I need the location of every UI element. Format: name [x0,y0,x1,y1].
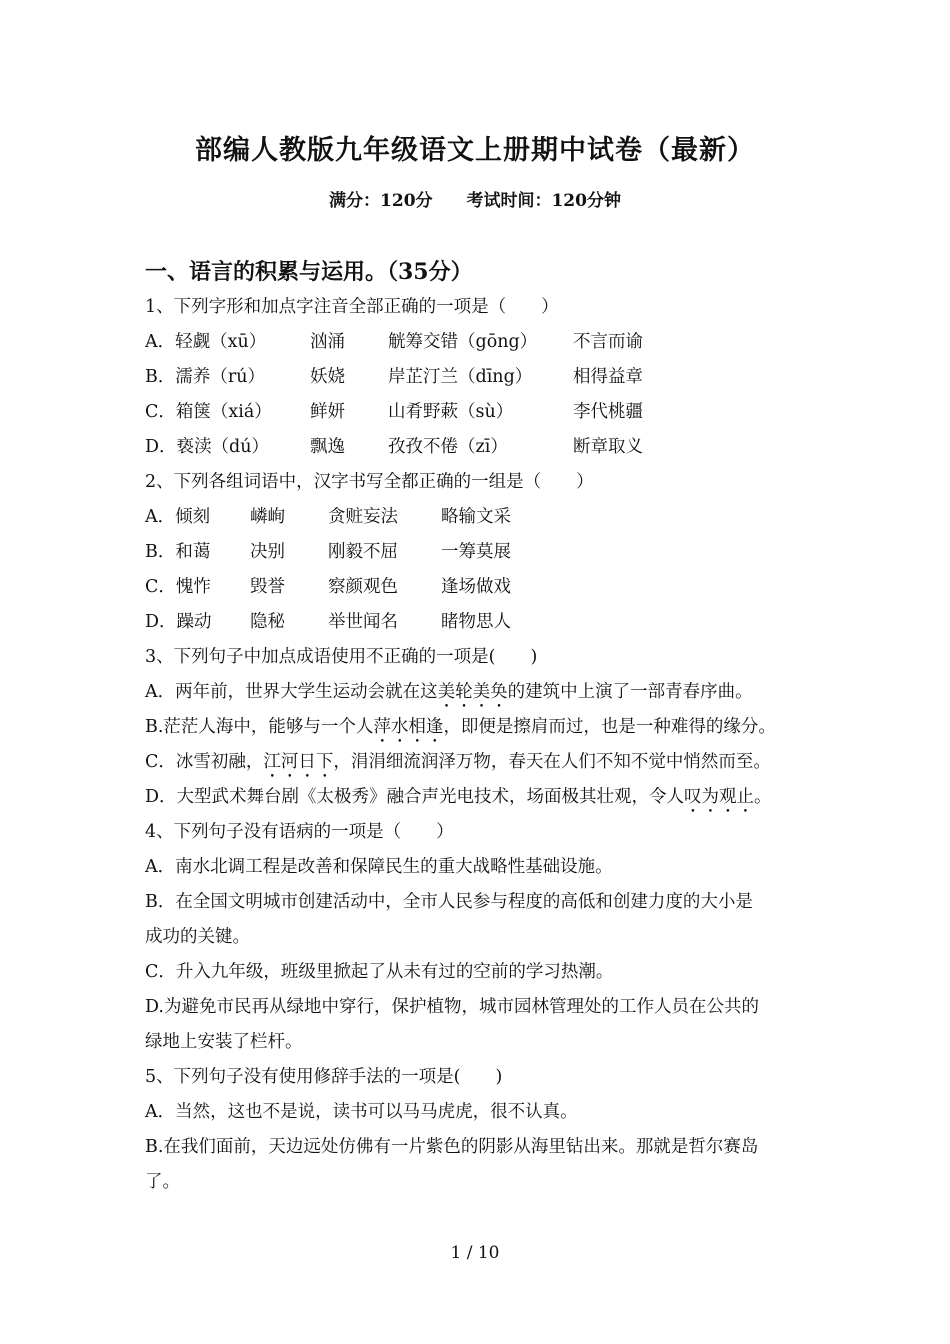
dotted-idiom: 萍水相逢 [373,717,444,737]
q2-option-d: D．躁动 隐秘 举世闻名 睹物思人 [145,612,511,632]
q3-option-b: B.茫茫人海中，能够与一个人萍水相逢，即便是擦肩而过，也是一种难得的缘分。 [145,717,776,737]
exam-time: 考试时间：120分钟 [466,191,621,211]
q3-option-d: D．大型武术舞台剧《太极秀》融合声光电技术，场面极其壮观，令人叹为观止。 [145,787,772,807]
full-score: 满分：120分 [329,191,433,211]
q3-option-a: A．两年前，世界大学生运动会就在这美轮美奂的建筑中上演了一部青春序曲。 [145,682,753,702]
q5-option-b-line2: 了。 [145,1172,180,1192]
q5-option-b-line1: B.在我们面前，天边远处仿佛有一片紫色的阴影从海里钻出来。那就是哲尔赛岛 [145,1137,759,1157]
q3-stem: 3、下列句子中加点成语使用不正确的一项是( ) [145,647,538,667]
question-list [145,290,810,1200]
dotted-idiom: 江河日下 [263,752,334,772]
q4-option-a: A．南水北调工程是改善和保障民生的重大战略性基础设施。 [145,857,613,877]
q4-option-d-line1: D.为避免市民再从绿地中穿行，保护植物，城市园林管理处的工作人员在公共的 [145,997,759,1017]
q4-option-d-line2: 绿地上安装了栏杆。 [145,1032,303,1052]
q1-option-d: D．亵渎（dú） 飘逸 孜孜不倦（zī） 断章取义 [145,437,643,457]
q2-option-c: C．愧怍 毁誉 察颜观色 逢场做戏 [145,577,511,597]
q4-option-c: C．升入九年级，班级里掀起了从未有过的空前的学习热潮。 [145,962,614,982]
q2-option-a: A．倾刻 嶙峋 贪赃妄法 略输文采 [145,507,511,527]
q1-stem: 1、下列字形和加点字注音全部正确的一项是（ ） [145,297,559,317]
dotted-idiom: 叹为观止 [684,787,755,807]
section-heading: 一、语言的积累与运用。（35分） [145,259,473,285]
exam-info [0,186,950,211]
q1-option-a: A．轻觑（xū） 汹涌 觥筹交错（gōng） 不言而谕 [145,332,643,352]
q4-option-b-line1: B．在全国文明城市创建活动中，全市人民参与程度的高低和创建力度的大小是 [145,892,753,912]
q1-option-c: C．箱箧（xiá） 鲜妍 山肴野蔌（sù） 李代桃疆 [145,402,643,422]
dotted-idiom: 美轮美奂 [437,682,508,702]
q3-option-c: C．冰雪初融，江河日下，涓涓细流润泽万物，春天在人们不知不觉中悄然而至。 [145,752,771,772]
q1-option-b: B．濡养（rú） 妖娆 岸芷汀兰（dīng） 相得益章 [145,367,643,387]
q4-stem: 4、下列句子没有语病的一项是（ ） [145,822,454,842]
q2-option-b: B．和蔼 决别 刚毅不屈 一筹莫展 [145,542,511,562]
q2-stem: 2、下列各组词语中，汉字书写全都正确的一组是（ ） [145,472,594,492]
q5-stem: 5、下列句子没有使用修辞手法的一项是( ) [145,1067,503,1087]
q5-option-a: A．当然，这也不是说，读书可以马马虎虎，很不认真。 [145,1102,578,1122]
page-number: 1 / 10 [450,1243,500,1263]
page-title: 部编人教版九年级语文上册期中试卷（最新） [195,135,755,166]
q4-option-b-line2: 成功的关键。 [145,927,250,947]
